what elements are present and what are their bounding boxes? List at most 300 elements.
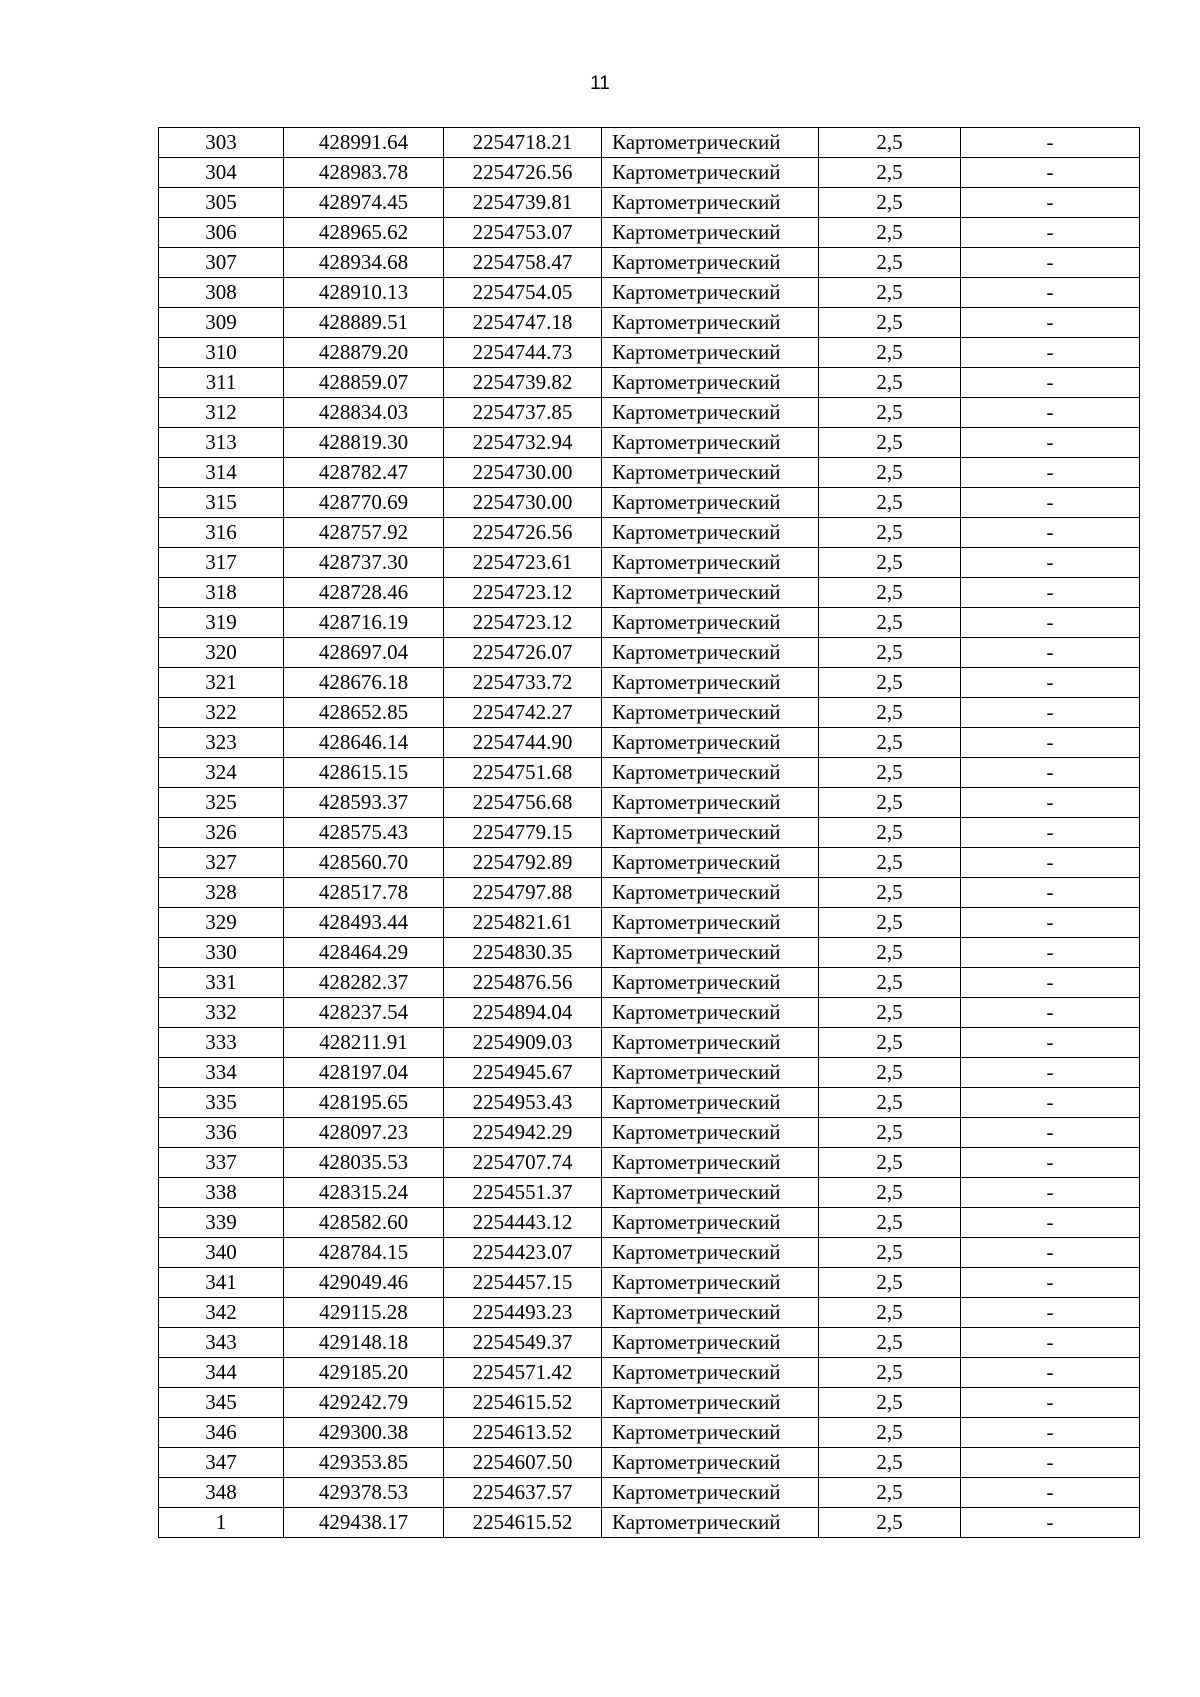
accuracy-cell: 2,5 [819, 1208, 961, 1238]
table-row [159, 368, 1140, 398]
method-cell: Картометрический [602, 278, 819, 308]
description-cell: - [961, 1358, 1140, 1388]
table-row [159, 698, 1140, 728]
table-row [159, 848, 1140, 878]
accuracy-cell: 2,5 [819, 1148, 961, 1178]
y-coordinate-cell: 2254637.57 [444, 1478, 602, 1508]
y-coordinate-cell: 2254909.03 [444, 1028, 602, 1058]
point-number-cell: 303 [159, 128, 284, 158]
y-coordinate-cell: 2254876.56 [444, 968, 602, 998]
table-row [159, 1148, 1140, 1178]
point-number-cell: 338 [159, 1178, 284, 1208]
table-row [159, 1268, 1140, 1298]
page-number: 11 [590, 73, 610, 94]
description-cell: - [961, 1478, 1140, 1508]
point-number-cell: 336 [159, 1118, 284, 1148]
point-number-cell: 306 [159, 218, 284, 248]
x-coordinate-cell: 428582.60 [284, 1208, 444, 1238]
x-coordinate-cell: 428910.13 [284, 278, 444, 308]
point-number-cell: 307 [159, 248, 284, 278]
accuracy-cell: 2,5 [819, 638, 961, 668]
point-number-cell: 327 [159, 848, 284, 878]
point-number-cell: 320 [159, 638, 284, 668]
description-cell: - [961, 968, 1140, 998]
description-cell: - [961, 368, 1140, 398]
method-cell: Картометрический [602, 518, 819, 548]
method-cell: Картометрический [602, 398, 819, 428]
table-row [159, 818, 1140, 848]
accuracy-cell: 2,5 [819, 1478, 961, 1508]
table-row [159, 578, 1140, 608]
point-number-cell: 340 [159, 1238, 284, 1268]
point-number-cell: 332 [159, 998, 284, 1028]
x-coordinate-cell: 428282.37 [284, 968, 444, 998]
accuracy-cell: 2,5 [819, 158, 961, 188]
point-number-cell: 339 [159, 1208, 284, 1238]
description-cell: - [961, 938, 1140, 968]
method-cell: Картометрический [602, 1418, 819, 1448]
x-coordinate-cell: 428819.30 [284, 428, 444, 458]
table-row [159, 548, 1140, 578]
accuracy-cell: 2,5 [819, 608, 961, 638]
x-coordinate-cell: 429438.17 [284, 1508, 444, 1538]
point-number-cell: 335 [159, 1088, 284, 1118]
x-coordinate-cell: 428315.24 [284, 1178, 444, 1208]
y-coordinate-cell: 2254953.43 [444, 1088, 602, 1118]
method-cell: Картометрический [602, 1358, 819, 1388]
table-row [159, 788, 1140, 818]
accuracy-cell: 2,5 [819, 1178, 961, 1208]
y-coordinate-cell: 2254751.68 [444, 758, 602, 788]
method-cell: Картометрический [602, 1178, 819, 1208]
accuracy-cell: 2,5 [819, 788, 961, 818]
method-cell: Картометрический [602, 1448, 819, 1478]
accuracy-cell: 2,5 [819, 398, 961, 428]
point-number-cell: 322 [159, 698, 284, 728]
method-cell: Картометрический [602, 998, 819, 1028]
x-coordinate-cell: 428965.62 [284, 218, 444, 248]
point-number-cell: 343 [159, 1328, 284, 1358]
x-coordinate-cell: 428676.18 [284, 668, 444, 698]
y-coordinate-cell: 2254423.07 [444, 1238, 602, 1268]
description-cell: - [961, 278, 1140, 308]
method-cell: Картометрический [602, 1508, 819, 1538]
description-cell: - [961, 518, 1140, 548]
table-row [159, 638, 1140, 668]
method-cell: Картометрический [602, 908, 819, 938]
method-cell: Картометрический [602, 1478, 819, 1508]
table-row [159, 398, 1140, 428]
table-row [159, 248, 1140, 278]
point-number-cell: 318 [159, 578, 284, 608]
y-coordinate-cell: 2254615.52 [444, 1508, 602, 1538]
accuracy-cell: 2,5 [819, 758, 961, 788]
accuracy-cell: 2,5 [819, 1028, 961, 1058]
x-coordinate-cell: 428211.91 [284, 1028, 444, 1058]
accuracy-cell: 2,5 [819, 998, 961, 1028]
accuracy-cell: 2,5 [819, 1508, 961, 1538]
description-cell: - [961, 998, 1140, 1028]
x-coordinate-cell: 428983.78 [284, 158, 444, 188]
point-number-cell: 1 [159, 1508, 284, 1538]
method-cell: Картометрический [602, 368, 819, 398]
point-number-cell: 342 [159, 1298, 284, 1328]
accuracy-cell: 2,5 [819, 1448, 961, 1478]
point-number-cell: 313 [159, 428, 284, 458]
description-cell: - [961, 1268, 1140, 1298]
accuracy-cell: 2,5 [819, 698, 961, 728]
x-coordinate-cell: 429300.38 [284, 1418, 444, 1448]
table-row [159, 968, 1140, 998]
x-coordinate-cell: 428652.85 [284, 698, 444, 728]
method-cell: Картометрический [602, 1328, 819, 1358]
accuracy-cell: 2,5 [819, 668, 961, 698]
y-coordinate-cell: 2254730.00 [444, 488, 602, 518]
point-number-cell: 329 [159, 908, 284, 938]
point-number-cell: 319 [159, 608, 284, 638]
description-cell: - [961, 548, 1140, 578]
method-cell: Картометрический [602, 1298, 819, 1328]
table-row [159, 1118, 1140, 1148]
y-coordinate-cell: 2254744.73 [444, 338, 602, 368]
method-cell: Картометрический [602, 308, 819, 338]
y-coordinate-cell: 2254739.81 [444, 188, 602, 218]
table-row [159, 488, 1140, 518]
x-coordinate-cell: 428728.46 [284, 578, 444, 608]
table-row [159, 338, 1140, 368]
method-cell: Картометрический [602, 188, 819, 218]
table-row [159, 158, 1140, 188]
x-coordinate-cell: 428646.14 [284, 728, 444, 758]
point-number-cell: 321 [159, 668, 284, 698]
accuracy-cell: 2,5 [819, 818, 961, 848]
description-cell: - [961, 458, 1140, 488]
x-coordinate-cell: 428560.70 [284, 848, 444, 878]
table-row [159, 218, 1140, 248]
method-cell: Картометрический [602, 458, 819, 488]
accuracy-cell: 2,5 [819, 848, 961, 878]
accuracy-cell: 2,5 [819, 1418, 961, 1448]
x-coordinate-cell: 428859.07 [284, 368, 444, 398]
y-coordinate-cell: 2254737.85 [444, 398, 602, 428]
accuracy-cell: 2,5 [819, 278, 961, 308]
y-coordinate-cell: 2254726.56 [444, 518, 602, 548]
accuracy-cell: 2,5 [819, 1238, 961, 1268]
accuracy-cell: 2,5 [819, 518, 961, 548]
method-cell: Картометрический [602, 1148, 819, 1178]
x-coordinate-cell: 428737.30 [284, 548, 444, 578]
point-number-cell: 324 [159, 758, 284, 788]
y-coordinate-cell: 2254551.37 [444, 1178, 602, 1208]
method-cell: Картометрический [602, 668, 819, 698]
y-coordinate-cell: 2254613.52 [444, 1418, 602, 1448]
y-coordinate-cell: 2254830.35 [444, 938, 602, 968]
x-coordinate-cell: 428716.19 [284, 608, 444, 638]
description-cell: - [961, 1418, 1140, 1448]
description-cell: - [961, 188, 1140, 218]
y-coordinate-cell: 2254549.37 [444, 1328, 602, 1358]
x-coordinate-cell: 429115.28 [284, 1298, 444, 1328]
x-coordinate-cell: 428237.54 [284, 998, 444, 1028]
description-cell: - [961, 1508, 1140, 1538]
method-cell: Картометрический [602, 248, 819, 278]
x-coordinate-cell: 429185.20 [284, 1358, 444, 1388]
table-row [159, 878, 1140, 908]
point-number-cell: 308 [159, 278, 284, 308]
y-coordinate-cell: 2254754.05 [444, 278, 602, 308]
description-cell: - [961, 758, 1140, 788]
accuracy-cell: 2,5 [819, 458, 961, 488]
point-number-cell: 312 [159, 398, 284, 428]
method-cell: Картометрический [602, 1028, 819, 1058]
table-row [159, 1178, 1140, 1208]
accuracy-cell: 2,5 [819, 548, 961, 578]
accuracy-cell: 2,5 [819, 938, 961, 968]
description-cell: - [961, 908, 1140, 938]
x-coordinate-cell: 428757.92 [284, 518, 444, 548]
accuracy-cell: 2,5 [819, 1328, 961, 1358]
description-cell: - [961, 1148, 1140, 1178]
y-coordinate-cell: 2254747.18 [444, 308, 602, 338]
table-row [159, 278, 1140, 308]
table-row [159, 128, 1140, 158]
accuracy-cell: 2,5 [819, 428, 961, 458]
accuracy-cell: 2,5 [819, 488, 961, 518]
x-coordinate-cell: 428493.44 [284, 908, 444, 938]
table-row [159, 188, 1140, 218]
x-coordinate-cell: 428464.29 [284, 938, 444, 968]
accuracy-cell: 2,5 [819, 878, 961, 908]
table-row [159, 1448, 1140, 1478]
point-number-cell: 330 [159, 938, 284, 968]
method-cell: Картометрический [602, 728, 819, 758]
accuracy-cell: 2,5 [819, 1298, 961, 1328]
coordinates-table-body [159, 128, 1140, 1538]
x-coordinate-cell: 428974.45 [284, 188, 444, 218]
method-cell: Картометрический [602, 488, 819, 518]
method-cell: Картометрический [602, 1208, 819, 1238]
y-coordinate-cell: 2254718.21 [444, 128, 602, 158]
accuracy-cell: 2,5 [819, 218, 961, 248]
y-coordinate-cell: 2254744.90 [444, 728, 602, 758]
point-number-cell: 331 [159, 968, 284, 998]
point-number-cell: 315 [159, 488, 284, 518]
description-cell: - [961, 428, 1140, 458]
point-number-cell: 309 [159, 308, 284, 338]
description-cell: - [961, 158, 1140, 188]
point-number-cell: 325 [159, 788, 284, 818]
x-coordinate-cell: 428697.04 [284, 638, 444, 668]
method-cell: Картометрический [602, 128, 819, 158]
description-cell: - [961, 1448, 1140, 1478]
description-cell: - [961, 1178, 1140, 1208]
description-cell: - [961, 488, 1140, 518]
description-cell: - [961, 338, 1140, 368]
y-coordinate-cell: 2254726.56 [444, 158, 602, 188]
description-cell: - [961, 608, 1140, 638]
description-cell: - [961, 818, 1140, 848]
method-cell: Картометрический [602, 938, 819, 968]
x-coordinate-cell: 428770.69 [284, 488, 444, 518]
table-row [159, 1298, 1140, 1328]
y-coordinate-cell: 2254742.27 [444, 698, 602, 728]
description-cell: - [961, 788, 1140, 818]
description-cell: - [961, 1088, 1140, 1118]
method-cell: Картометрический [602, 638, 819, 668]
accuracy-cell: 2,5 [819, 1358, 961, 1388]
table-row [159, 668, 1140, 698]
accuracy-cell: 2,5 [819, 188, 961, 218]
accuracy-cell: 2,5 [819, 728, 961, 758]
point-number-cell: 337 [159, 1148, 284, 1178]
description-cell: - [961, 1058, 1140, 1088]
accuracy-cell: 2,5 [819, 128, 961, 158]
method-cell: Картометрический [602, 218, 819, 248]
x-coordinate-cell: 428782.47 [284, 458, 444, 488]
point-number-cell: 305 [159, 188, 284, 218]
method-cell: Картометрический [602, 1058, 819, 1088]
description-cell: - [961, 248, 1140, 278]
point-number-cell: 346 [159, 1418, 284, 1448]
table-row [159, 938, 1140, 968]
y-coordinate-cell: 2254821.61 [444, 908, 602, 938]
method-cell: Картометрический [602, 1388, 819, 1418]
description-cell: - [961, 638, 1140, 668]
point-number-cell: 347 [159, 1448, 284, 1478]
point-number-cell: 326 [159, 818, 284, 848]
accuracy-cell: 2,5 [819, 338, 961, 368]
description-cell: - [961, 218, 1140, 248]
point-number-cell: 328 [159, 878, 284, 908]
table-row [159, 608, 1140, 638]
y-coordinate-cell: 2254779.15 [444, 818, 602, 848]
method-cell: Картометрический [602, 578, 819, 608]
description-cell: - [961, 1328, 1140, 1358]
y-coordinate-cell: 2254723.61 [444, 548, 602, 578]
y-coordinate-cell: 2254894.04 [444, 998, 602, 1028]
x-coordinate-cell: 429378.53 [284, 1478, 444, 1508]
y-coordinate-cell: 2254571.42 [444, 1358, 602, 1388]
x-coordinate-cell: 428575.43 [284, 818, 444, 848]
method-cell: Картометрический [602, 158, 819, 188]
x-coordinate-cell: 428517.78 [284, 878, 444, 908]
point-number-cell: 344 [159, 1358, 284, 1388]
description-cell: - [961, 878, 1140, 908]
point-number-cell: 310 [159, 338, 284, 368]
table-row [159, 728, 1140, 758]
y-coordinate-cell: 2254607.50 [444, 1448, 602, 1478]
method-cell: Картометрический [602, 788, 819, 818]
description-cell: - [961, 1298, 1140, 1328]
method-cell: Картометрический [602, 1268, 819, 1298]
method-cell: Картометрический [602, 878, 819, 908]
description-cell: - [961, 1118, 1140, 1148]
method-cell: Картометрический [602, 968, 819, 998]
table-row [159, 428, 1140, 458]
x-coordinate-cell: 429242.79 [284, 1388, 444, 1418]
y-coordinate-cell: 2254730.00 [444, 458, 602, 488]
point-number-cell: 323 [159, 728, 284, 758]
description-cell: - [961, 1238, 1140, 1268]
table-row [159, 1238, 1140, 1268]
table-row [159, 308, 1140, 338]
description-cell: - [961, 698, 1140, 728]
description-cell: - [961, 128, 1140, 158]
y-coordinate-cell: 2254726.07 [444, 638, 602, 668]
table-row [159, 908, 1140, 938]
y-coordinate-cell: 2254756.68 [444, 788, 602, 818]
y-coordinate-cell: 2254443.12 [444, 1208, 602, 1238]
y-coordinate-cell: 2254792.89 [444, 848, 602, 878]
description-cell: - [961, 578, 1140, 608]
x-coordinate-cell: 428991.64 [284, 128, 444, 158]
y-coordinate-cell: 2254723.12 [444, 608, 602, 638]
y-coordinate-cell: 2254753.07 [444, 218, 602, 248]
y-coordinate-cell: 2254723.12 [444, 578, 602, 608]
accuracy-cell: 2,5 [819, 368, 961, 398]
table-row [159, 1208, 1140, 1238]
table-row [159, 1388, 1140, 1418]
x-coordinate-cell: 428784.15 [284, 1238, 444, 1268]
x-coordinate-cell: 429148.18 [284, 1328, 444, 1358]
description-cell: - [961, 848, 1140, 878]
x-coordinate-cell: 429049.46 [284, 1268, 444, 1298]
method-cell: Картометрический [602, 848, 819, 878]
coordinates-table [158, 127, 1140, 1538]
point-number-cell: 304 [159, 158, 284, 188]
x-coordinate-cell: 429353.85 [284, 1448, 444, 1478]
y-coordinate-cell: 2254797.88 [444, 878, 602, 908]
x-coordinate-cell: 428593.37 [284, 788, 444, 818]
table-row [159, 1418, 1140, 1448]
point-number-cell: 314 [159, 458, 284, 488]
y-coordinate-cell: 2254457.15 [444, 1268, 602, 1298]
table-row [159, 1508, 1140, 1538]
point-number-cell: 348 [159, 1478, 284, 1508]
method-cell: Картометрический [602, 1088, 819, 1118]
point-number-cell: 316 [159, 518, 284, 548]
point-number-cell: 341 [159, 1268, 284, 1298]
method-cell: Картометрический [602, 818, 819, 848]
table-row [159, 1478, 1140, 1508]
description-cell: - [961, 1208, 1140, 1238]
table-row [159, 998, 1140, 1028]
y-coordinate-cell: 2254732.94 [444, 428, 602, 458]
x-coordinate-cell: 428879.20 [284, 338, 444, 368]
table-row [159, 758, 1140, 788]
accuracy-cell: 2,5 [819, 1118, 961, 1148]
y-coordinate-cell: 2254942.29 [444, 1118, 602, 1148]
y-coordinate-cell: 2254739.82 [444, 368, 602, 398]
method-cell: Картометрический [602, 428, 819, 458]
x-coordinate-cell: 428934.68 [284, 248, 444, 278]
accuracy-cell: 2,5 [819, 1088, 961, 1118]
x-coordinate-cell: 428097.23 [284, 1118, 444, 1148]
y-coordinate-cell: 2254615.52 [444, 1388, 602, 1418]
x-coordinate-cell: 428834.03 [284, 398, 444, 428]
accuracy-cell: 2,5 [819, 968, 961, 998]
y-coordinate-cell: 2254493.23 [444, 1298, 602, 1328]
table-row [159, 1028, 1140, 1058]
description-cell: - [961, 668, 1140, 698]
accuracy-cell: 2,5 [819, 248, 961, 278]
description-cell: - [961, 1388, 1140, 1418]
x-coordinate-cell: 428035.53 [284, 1148, 444, 1178]
x-coordinate-cell: 428195.65 [284, 1088, 444, 1118]
table-row [159, 518, 1140, 548]
table-row [159, 1328, 1140, 1358]
description-cell: - [961, 728, 1140, 758]
